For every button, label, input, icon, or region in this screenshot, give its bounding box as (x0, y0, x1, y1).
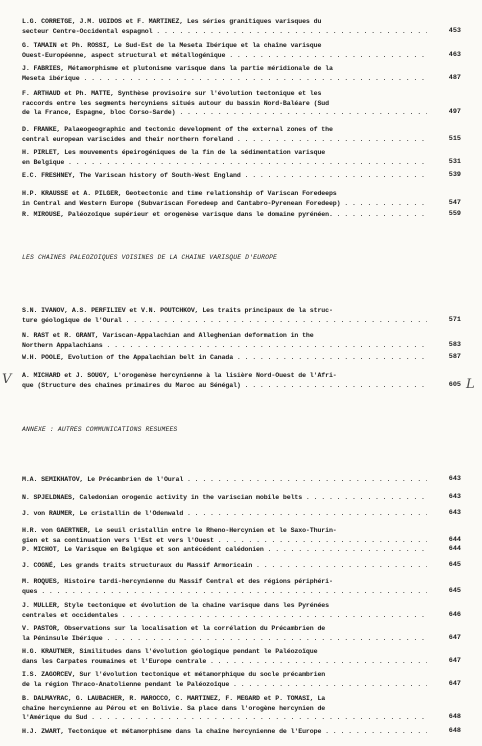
margin-mark-left: V (2, 372, 12, 387)
toc-page-number: 587 (448, 353, 461, 361)
toc-page-number: 547 (448, 198, 461, 207)
toc-entry (22, 210, 427, 220)
toc-entry (22, 17, 427, 36)
toc-entry (22, 171, 427, 181)
toc-entry (22, 694, 427, 723)
toc-entry-line: ques . . . (22, 587, 427, 597)
toc-entry-line: ture géologique de l'Oural . . . (22, 316, 427, 326)
toc-page-number: 647 (448, 679, 461, 688)
toc-entry-line: P. MICHOT, Le Varisque en Belgique et son antécédent calédonien . . . (22, 545, 427, 555)
toc-entry (22, 189, 427, 208)
toc-page-number: 644 (448, 535, 461, 544)
toc-page-number: 646 (448, 610, 461, 619)
toc-entry (22, 89, 427, 118)
toc-entry (22, 624, 427, 643)
toc-entry-line: J. COGNÉ, Les grands traits structuraux du Massif Armoricain . . . (22, 561, 427, 571)
toc-entry (22, 493, 427, 503)
toc-page-number: 648 (448, 713, 461, 722)
toc-entry-line: V. PASTOR, Observations sur la localisation et la corrélation du Précambrien de (22, 625, 326, 632)
toc-entry-line: S.N. IVANOV, A.S. PERFILIEV et V.N. POUTCHKOV, Les traits principaux de la struc- (22, 307, 333, 314)
toc-page-number: 648 (448, 727, 461, 735)
toc-entry (22, 526, 427, 545)
toc-entry-line: en Belgique . . . (22, 158, 427, 168)
toc-entry (22, 306, 427, 325)
toc-entry (22, 561, 427, 571)
toc-page-number: 605 (448, 380, 461, 389)
toc-page-number: 643 (448, 475, 461, 483)
toc-entry-line: N. RAST et R. GRANT, Variscan-Appalachian and Alleghenian deformation in the (22, 332, 314, 339)
toc-entry-line: H.G. KRAUTNER, Similitudes dans l'évolution géologique pendant le Paléozoïque (22, 648, 318, 655)
toc-page-number: 463 (448, 50, 461, 59)
toc-entry-line: Northern Appalachians . . . (22, 341, 427, 351)
toc-entry-line: I.S. ZAGORCEV, Sur l'évolution tectonique et métamorphique du socle précambrien (22, 671, 326, 678)
toc-page-number: 645 (448, 586, 461, 595)
toc-entry (22, 371, 427, 390)
toc-entry-line: raccords entre les segments hercyniens situés autour du bassin Nord-Baléare (Sud (22, 99, 329, 107)
toc-entry (22, 148, 427, 167)
toc-page-number: 647 (448, 633, 461, 642)
toc-entry (22, 331, 427, 350)
toc-entry (22, 41, 427, 60)
toc-entry-line: D. FRANKE, Palaeogeographic and tectonic development of the external zones of the (22, 126, 333, 133)
toc-entry-line: E.C. FRESHNEY, The Variscan history of South-West England . . . (22, 171, 427, 181)
toc-page-number: 647 (448, 656, 461, 665)
toc-entry-line: central european variscides and their northern foreland . . . (22, 135, 427, 145)
toc-entry-line: dans les Carpates roumaines et l'Europe centrale . . . (22, 657, 427, 667)
toc-entry-line: chaîne hercynienne au Pérou et en Bolivie. Sa place dans l'orogène hercynien de (22, 704, 326, 712)
toc-entry-line: H.P. KRAUSSE et A. PILGER, Geotectonic and time relationship of Variscan Foredeeps (22, 190, 337, 197)
toc-entry (22, 545, 427, 555)
toc-entry (22, 64, 427, 83)
toc-entry-line: in Central and Western Europe (Subvariscan Foredeep and Cantabro-Pyrenean Foredeep) . . . (22, 199, 427, 209)
toc-page-number: 645 (448, 561, 461, 569)
toc-entry-line: N. SPJELDNAES, Caledonian orogenic activity in the variscian mobile belts . . . (22, 493, 427, 503)
toc-entry-line: l'Amérique du Sud . . . (22, 713, 427, 723)
toc-entry-line: secteur Centre-Occidental espagnol . . . (22, 27, 427, 37)
toc-entry-line: J. von RAUMER, Le cristallin de l'Odenwald . . . (22, 509, 427, 519)
toc-entry-line: W.H. POOLE, Evolution of the Appalachian belt in Canada . . . (22, 353, 427, 363)
toc-page-number: 583 (448, 340, 461, 349)
toc-page-number: 515 (448, 134, 461, 143)
toc-entry (22, 125, 427, 144)
toc-entry (22, 670, 427, 689)
toc-entry-line: J. MULLER, Style tectonique et évolution de la chaîne varisque dans les Pyrénées (22, 602, 329, 609)
toc-entry (22, 647, 427, 666)
toc-entry-line: centrales et occidentales . . . (22, 611, 427, 621)
toc-page-number: 497 (448, 108, 461, 117)
toc-entry-line: A. MICHARD et J. SOUGY, L'orogenèse hercynienne à la lisière Nord-Ouest de l'Afri- (22, 372, 337, 379)
toc-entry-line: H.R. von GAERTNER, Le seuil cristallin entre le Rheno-Hercynien et le Saxo-Thurin- (22, 527, 337, 534)
toc-entry (22, 601, 427, 620)
toc-entry-line: B. DALMAYRAC, G. LAUBACHER, R. MAROCCO, C. MARTINEZ, F. MEGARD et P. TOMASI, La (22, 695, 326, 702)
toc-entry-line: R. MIROUSE, Paléozoïque supérieur et orogenèse varisque dans le domaine pyrénéen. . . . (22, 210, 427, 220)
toc-page-number: 644 (448, 545, 461, 553)
toc-entry-line: de la région Thraco-Anatolienne pendant le Paléozoïque . . . (22, 680, 427, 690)
toc-entry-line: H.J. ZWART, Tectonique et métamorphisme dans la chaîne hercynienne de l'Europe . . . (22, 727, 427, 737)
toc-entry-line: la Péninsule Ibérique . . . (22, 634, 427, 644)
toc-entry-line: G. TAMAIN et Ph. ROSSI, Le Sud-Est de la Meseta Ibérique et la chaîne varisque (22, 42, 322, 49)
toc-entry-line: M.A. SEMIKHATOV, Le Précambrien de l'Oural . . . (22, 475, 427, 485)
toc-entry-line: gien et sa continuation vers l'Est et vers l'Ouest . . . (22, 536, 427, 546)
toc-page-number: 643 (448, 493, 461, 501)
toc-entry-line: de la France, Espagne, bloc Corso-Sarde) . . . (22, 108, 427, 118)
toc-entry (22, 475, 427, 485)
toc-entry-line: F. ARTHAUD et Ph. MATTE, Synthèse provisoire sur l'évolution tectonique et les (22, 90, 322, 97)
toc-entry-line: Ouest-Européenne, aspect structural et métallogénique . . . (22, 51, 427, 61)
toc-page-number: 453 (448, 26, 461, 35)
toc-entry-line: que (Structure des chaînes primaires du Maroc au Sénégal) . . . (22, 381, 427, 391)
toc-page-number: 539 (448, 171, 461, 179)
toc-entry-line: Meseta ibérique . . . (22, 74, 427, 84)
toc-page-number: 643 (448, 509, 461, 517)
toc-page-number: 559 (448, 210, 461, 218)
toc-entry-line: L.G. CORRETGE, J.M. UGIDOS et F. MARTINEZ, Les séries granitiques varisques du (22, 18, 322, 25)
section-title-neighbouring-chains: LES CHAINES PALEOZOIQUES VOISINES DE LA CHAINE VARISQUE D'EUROPE (22, 254, 278, 261)
toc-page-number: 531 (448, 157, 461, 166)
toc-page-number: 571 (448, 315, 461, 324)
margin-mark-right: L (466, 377, 475, 392)
toc-entry-line: H. PIRLET, Les mouvements épeirogéniques de la fin de la sédimentation varisque (22, 149, 326, 156)
toc-entry (22, 509, 427, 519)
toc-entry-line: J. FABRIES, Métamorphisme et plutonisme varisque dans la partie méridionale de la (22, 65, 333, 72)
toc-entry (22, 577, 427, 596)
toc-entry (22, 727, 427, 737)
section-title-annex: ANNEXE : AUTRES COMMUNICATIONS RESUMEES (22, 426, 178, 433)
toc-entry (22, 353, 427, 363)
toc-page-number: 487 (448, 73, 461, 82)
toc-entry-line: M. ROQUES, Histoire tardi-hercynienne du Massif Central et des régions périphéri- (22, 578, 333, 585)
